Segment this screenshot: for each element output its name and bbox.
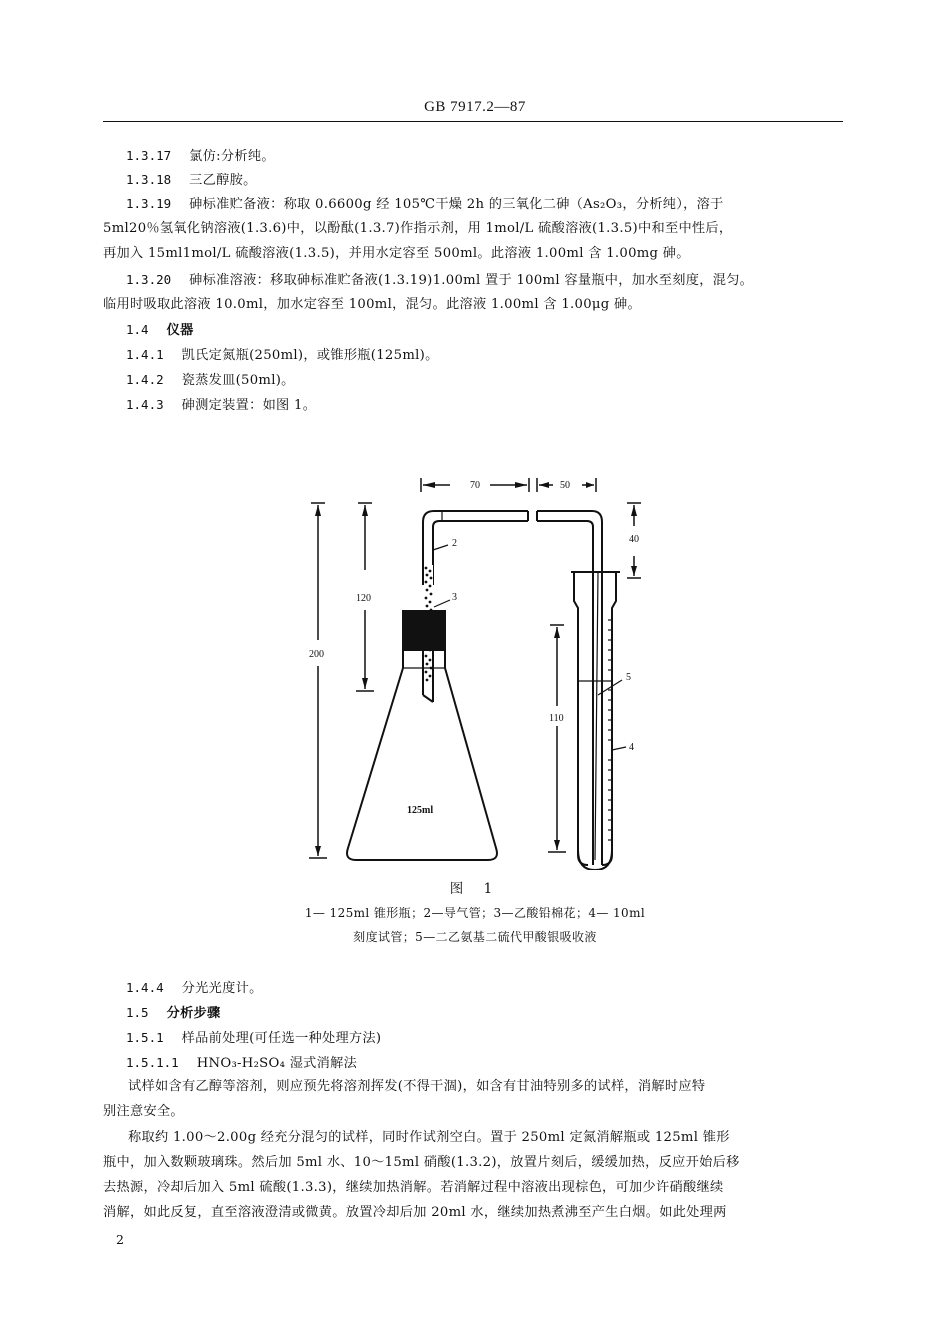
section-text: 三乙醇胺。 xyxy=(189,173,257,188)
section-number: 1.4 xyxy=(126,322,149,337)
section-text: 砷测定装置：如图 1。 xyxy=(181,398,317,413)
section-1-5-heading xyxy=(126,1003,866,1024)
page-number: 2 xyxy=(116,1232,124,1247)
section-number: 1.3.17 xyxy=(126,148,172,163)
section-number: 1.3.18 xyxy=(126,172,172,187)
section-1-3-19 xyxy=(126,194,866,215)
figure-title: 图 1 xyxy=(449,881,501,897)
paragraph-2-line3: 去热源，冷却后加入 5ml 硫酸(1.3.3)，继续加热消解。若消解过程中溶液出现棕色，可加少许硝酸继续 xyxy=(103,1180,724,1195)
callout-4: 4 xyxy=(629,742,634,753)
section-number: 1.5.1 xyxy=(126,1030,164,1045)
figure-legend-line2: 刻度试管；5—二乙氨基二硫代甲酸银吸收液 xyxy=(353,930,597,944)
section-text: HNO₃-H₂SO₄ 湿式消解法 xyxy=(196,1056,358,1071)
callout-5: 5 xyxy=(626,672,631,683)
section-text: 砷标准贮备液：称取 0.6600g 经 105℃干燥 2h 的三氧化二砷（As₂O₃，分析纯），溶于 xyxy=(189,197,724,212)
callout-2: 2 xyxy=(452,538,457,549)
dim-label-120: 120 xyxy=(356,593,371,604)
section-1-3-20-line2: 临用时吸取此溶液 10.0ml，加水定容至 100ml，混匀。此溶液 1.00ml 含 1.00μg 砷。 xyxy=(103,297,641,312)
section-1-3-17 xyxy=(126,146,866,167)
flask-volume-label: 125ml xyxy=(407,805,434,816)
section-text: 分光光度计。 xyxy=(181,981,263,996)
section-1-4-1 xyxy=(126,345,866,366)
figure-legend-line1: 1— 125ml 锥形瓶；2—导气管；3—乙酸铅棉花；4— 10ml xyxy=(304,906,646,920)
paragraph-2-line4: 消解，如此反复，直至溶液澄清或微黄。放置冷却后加 20ml 水，继续加热煮沸至产生白烟。如此处理两 xyxy=(103,1205,727,1220)
section-heading: 分析步骤 xyxy=(166,1006,221,1021)
section-1-3-20 xyxy=(126,270,866,291)
section-1-3-18 xyxy=(126,170,866,191)
callout-3: 3 xyxy=(452,592,457,603)
section-1-5-1-1 xyxy=(126,1053,866,1074)
page-header-title: GB 7917.2—87 xyxy=(424,99,526,115)
section-1-4-4 xyxy=(126,978,866,999)
apparatus-diagram xyxy=(290,470,670,870)
section-1-4-heading xyxy=(126,320,866,341)
section-number: 1.4.3 xyxy=(126,397,164,412)
section-text: 氯仿:分析纯。 xyxy=(189,149,275,164)
section-number: 1.4.4 xyxy=(126,980,164,995)
section-text: 砷标准溶液：移取砷标准贮备液(1.3.19)1.00ml 置于 100ml 容量瓶中，加水至刻度，混匀。 xyxy=(189,273,754,288)
section-text: 凯氏定氮瓶(250ml)，或锥形瓶(125ml)。 xyxy=(181,348,439,363)
paragraph-2-line2: 瓶中，加入数颗玻璃珠。然后加 5ml 水、10～15ml 硝酸(1.3.2)，放置片刻后，缓缓加热，反应开始后移 xyxy=(103,1155,740,1170)
section-number: 1.3.19 xyxy=(126,196,172,211)
figure-arsenic-apparatus xyxy=(290,470,670,870)
header-rule xyxy=(103,121,843,122)
paragraph-1-line2: 别注意安全。 xyxy=(103,1104,184,1119)
section-text: 样品前处理(可任选一种处理方法) xyxy=(181,1031,382,1046)
section-number: 1.3.20 xyxy=(126,272,172,287)
paragraph-2-line1: 称取约 1.00～2.00g 经充分混匀的试样，同时作试剂空白。置于 250ml 定氮消解瓶或 125ml 锥形 xyxy=(128,1130,730,1145)
paragraph-1-line1: 试样如含有乙醇等溶剂，则应预先将溶剂挥发(不得干涸)，如含有甘油特别多的试样，消解时应特 xyxy=(128,1079,706,1094)
section-1-4-3 xyxy=(126,395,866,416)
section-heading: 仪器 xyxy=(166,323,194,338)
section-text: 瓷蒸发皿(50ml)。 xyxy=(181,373,295,388)
section-number: 1.4.2 xyxy=(126,372,164,387)
section-1-3-19-line2: 5ml20％氢氧化钠溶液(1.3.6)中，以酚酞(1.3.7)作指示剂，用 1mol/L 硫酸溶液(1.3.5)中和至中性后， xyxy=(103,221,733,236)
dim-label-200: 200 xyxy=(309,649,324,660)
section-number: 1.4.1 xyxy=(126,347,164,362)
dim-label-50: 50 xyxy=(560,480,570,491)
section-number: 1.5.1.1 xyxy=(126,1055,179,1070)
section-1-3-19-line3: 再加入 15ml1mol/L 硫酸溶液(1.3.5)，并用水定容至 500ml。此溶液 1.00ml 含 1.00mg 砷。 xyxy=(103,246,690,261)
dim-label-70: 70 xyxy=(470,480,480,491)
dim-label-110: 110 xyxy=(549,713,564,724)
section-1-5-1 xyxy=(126,1028,866,1049)
dim-label-40: 40 xyxy=(629,534,639,545)
section-1-4-2 xyxy=(126,370,866,391)
section-number: 1.5 xyxy=(126,1005,149,1020)
